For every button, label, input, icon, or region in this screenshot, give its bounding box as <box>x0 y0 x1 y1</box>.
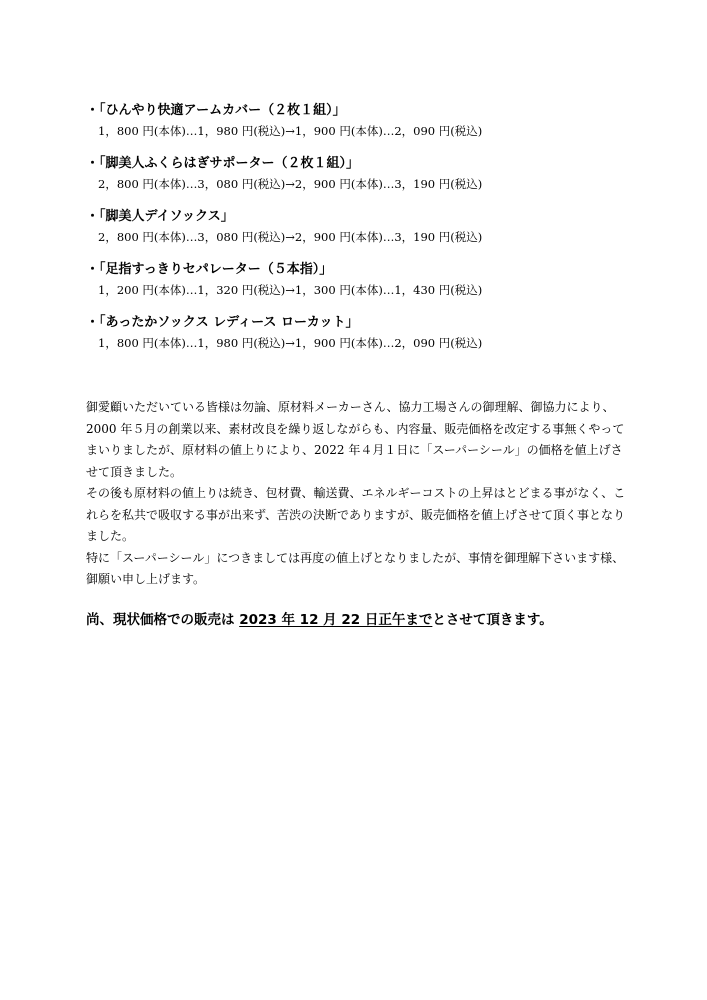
product-item <box>86 101 646 154</box>
product-title: ・「あったかソックス レディース ローカット」 <box>86 315 359 330</box>
product-price-change: 2，800 円(本体)…3，080 円(税込)→2，900 円(本体)…3，190 円(税込) <box>98 230 483 244</box>
product-title: ・「ひんやり快適アームカバー（２枚１組）」 <box>86 103 346 118</box>
product-title: ・「脚美人ふくらはぎサポーター（２枚１組）」 <box>86 156 360 171</box>
product-item <box>86 207 646 260</box>
product-item <box>86 313 646 366</box>
product-title: ・「脚美人デイソックス」 <box>86 209 234 224</box>
product-price-change: 1，200 円(本体)…1，320 円(税込)→1，300 円(本体)…1，430 円(税込) <box>98 283 483 297</box>
notice-suffix: とさせて頂きます。 <box>432 612 553 628</box>
product-item <box>86 154 646 207</box>
sale-deadline-notice <box>86 609 646 631</box>
product-price-change: 1，800 円(本体)…1，980 円(税込)→1，900 円(本体)…2，090 円(税込) <box>98 336 483 350</box>
product-price-change: 1，800 円(本体)…1，980 円(税込)→1，900 円(本体)…2，090 円(税込) <box>98 124 483 138</box>
announcement-body <box>86 397 631 591</box>
product-item <box>86 260 646 313</box>
announcement-paragraph: 御愛顧いただいている皆様は勿論、原材料メーカーさん、協力工場さんの御理解、御協力により、2000 年５月の創業以来、素材改良を繰り返しながらも、内容量、販売価格を改定する事無くやってまいりましたが、原材料の値上りにより、2022 年４月１日に「スーパーシール」の価格を値上げさせて頂きました。 <box>86 400 625 479</box>
announcement-paragraph: その後も原材料の値上りは続き、包材費、輸送費、エネルギーコストの上昇はとどまる事がなく、これらを私共で吸収する事が出来ず、苦渋の決断でありますが、販売価格を値上げさせて頂く事となりました。 <box>86 486 626 543</box>
notice-prefix: 尚、現状価格での販売は <box>86 612 240 628</box>
product-title: ・「足指すっきりセパレーター（５本指）」 <box>86 262 333 277</box>
product-price-list <box>86 101 646 366</box>
notice-deadline: 2023 年 12 月 22 日正午まで <box>239 612 433 628</box>
announcement-paragraph: 特に「スーパーシール」につきましては再度の値上げとなりましたが、事情を御理解下さいます様、御願い申し上げます。 <box>86 550 625 586</box>
product-price-change: 2，800 円(本体)…3，080 円(税込)→2，900 円(本体)…3，190 円(税込) <box>98 177 483 191</box>
